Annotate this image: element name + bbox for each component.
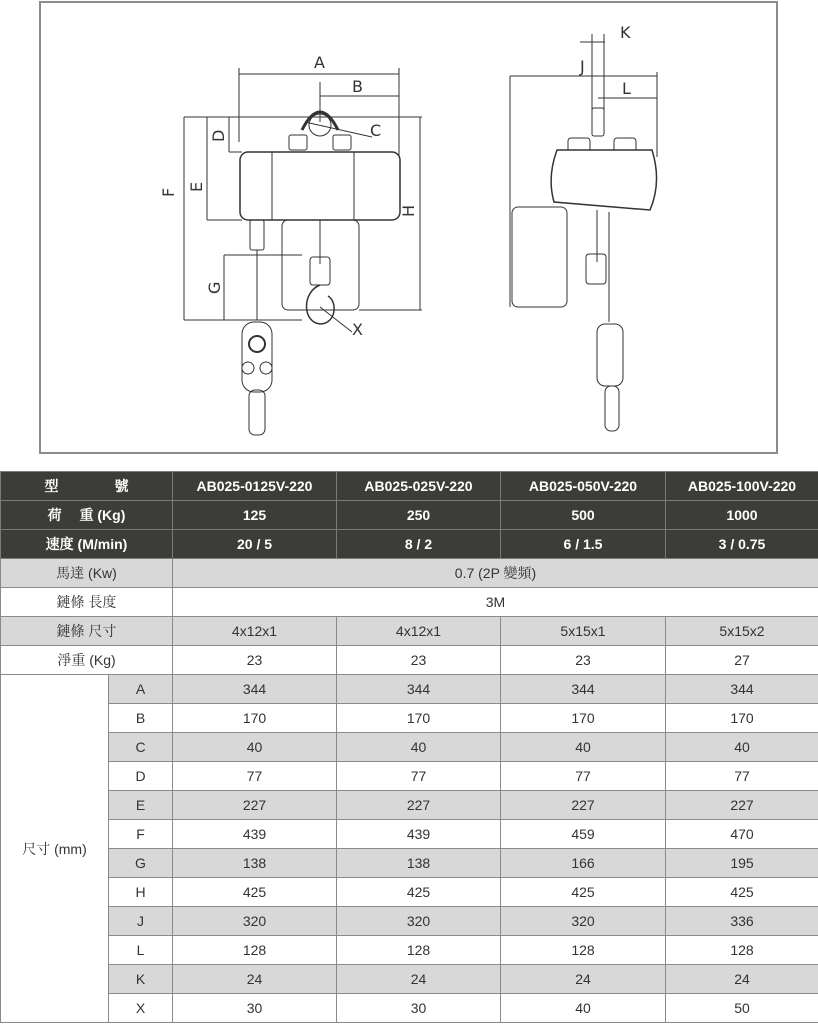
dim-cell: 50 [666,994,818,1023]
speed-cell: 8 / 2 [337,530,501,559]
dim-cell: 344 [666,675,818,704]
chain-length-row [1,588,818,617]
dim-cell: 77 [501,762,666,791]
load-cell: 250 [337,501,501,530]
dim-key: D [109,762,173,791]
svg-text:K: K [620,23,631,42]
load-cell: 1000 [666,501,818,530]
svg-text:H: H [399,204,418,217]
dim-cell: 128 [501,936,666,965]
dim-row-b [1,704,818,733]
dim-cell: 170 [337,704,501,733]
chain-size-cell: 4x12x1 [173,617,337,646]
load-label: 荷 重 (Kg) [1,501,173,530]
dim-cell: 24 [501,965,666,994]
dim-key: G [109,849,173,878]
dim-cell: 40 [666,733,818,762]
dim-cell: 30 [337,994,501,1023]
dim-cell: 320 [173,907,337,936]
svg-text:J: J [580,57,585,76]
dim-cell: 166 [501,849,666,878]
svg-text:F: F [159,187,178,197]
dim-cell: 344 [173,675,337,704]
model-cell: AB025-025V-220 [337,472,501,501]
dim-cell: 40 [501,994,666,1023]
chain-size-cell: 5x15x1 [501,617,666,646]
dim-row-k [1,965,818,994]
dim-key: L [109,936,173,965]
dim-key: B [109,704,173,733]
dim-cell: 128 [666,936,818,965]
speed-cell: 20 / 5 [173,530,337,559]
dim-cell: 320 [337,907,501,936]
dim-key: H [109,878,173,907]
dim-cell: 470 [666,820,818,849]
dim-cell: 439 [173,820,337,849]
model-cell: AB025-100V-220 [666,472,818,501]
dim-key: X [109,994,173,1023]
dim-row-d [1,762,818,791]
dim-cell: 24 [337,965,501,994]
dim-cell: 40 [173,733,337,762]
dim-cell: 128 [337,936,501,965]
specification-table [0,471,818,1023]
load-cell: 500 [501,501,666,530]
dimension-group-label: 尺寸 (mm) [1,675,109,1023]
dim-key: A [109,675,173,704]
dim-cell: 30 [173,994,337,1023]
dim-cell: 227 [173,791,337,820]
dim-cell: 344 [337,675,501,704]
speed-cell: 6 / 1.5 [501,530,666,559]
motor-label: 馬達 (Kw) [1,559,173,588]
dim-row-a [1,675,818,704]
chain-size-cell: 4x12x1 [337,617,501,646]
dim-cell: 40 [337,733,501,762]
chain-size-label: 鏈條 尺寸 [1,617,173,646]
svg-text:G: G [205,281,224,294]
svg-text:C: C [370,121,382,140]
svg-text:X: X [352,320,363,339]
svg-text:A: A [314,53,325,72]
dim-cell: 170 [501,704,666,733]
chain-length-label: 鏈條 長度 [1,588,173,617]
dim-cell: 459 [501,820,666,849]
svg-text:L: L [622,79,631,98]
dim-cell: 336 [666,907,818,936]
dim-key: F [109,820,173,849]
load-cell: 125 [173,501,337,530]
dim-cell: 77 [666,762,818,791]
dim-cell: 77 [337,762,501,791]
dim-key: E [109,791,173,820]
model-cell: AB025-0125V-220 [173,472,337,501]
svg-text:D: D [209,129,228,142]
net-weight-cell: 27 [666,646,818,675]
dim-cell: 170 [666,704,818,733]
net-weight-cell: 23 [173,646,337,675]
dim-key: J [109,907,173,936]
dim-cell: 170 [173,704,337,733]
technical-drawing-frame [39,1,778,454]
dim-cell: 40 [501,733,666,762]
dim-cell: 320 [501,907,666,936]
svg-text:E: E [187,181,206,192]
dim-row-h [1,878,818,907]
dim-cell: 439 [337,820,501,849]
model-label: 型 號 [1,472,173,501]
dim-row-g [1,849,818,878]
side-view [510,23,657,431]
model-row [1,472,818,501]
dim-cell: 195 [666,849,818,878]
speed-label: 速度 (M/min) [1,530,173,559]
chain-length-value: 3M [173,588,818,617]
net-weight-row [1,646,818,675]
dim-row-e [1,791,818,820]
load-row [1,501,818,530]
dim-row-l [1,936,818,965]
dim-cell: 425 [173,878,337,907]
chain-size-row [1,617,818,646]
dim-cell: 77 [173,762,337,791]
chain-size-cell: 5x15x2 [666,617,818,646]
net-weight-cell: 23 [337,646,501,675]
dim-key: C [109,733,173,762]
dim-row-f [1,820,818,849]
dim-cell: 425 [501,878,666,907]
speed-cell: 3 / 0.75 [666,530,818,559]
dim-key: K [109,965,173,994]
dim-cell: 344 [501,675,666,704]
dim-cell: 24 [666,965,818,994]
dim-cell: 138 [337,849,501,878]
model-cell: AB025-050V-220 [501,472,666,501]
dim-cell: 227 [501,791,666,820]
dim-cell: 425 [337,878,501,907]
dim-row-j [1,907,818,936]
dim-cell: 425 [666,878,818,907]
dim-cell: 138 [173,849,337,878]
dim-cell: 128 [173,936,337,965]
svg-text:B: B [352,77,363,96]
speed-row [1,530,818,559]
motor-row [1,559,818,588]
dim-cell: 24 [173,965,337,994]
net-weight-cell: 23 [501,646,666,675]
net-weight-label: 淨重 (Kg) [1,646,173,675]
motor-value: 0.7 (2P 變頻) [173,559,818,588]
dim-row-c [1,733,818,762]
dim-cell: 227 [337,791,501,820]
dim-cell: 227 [666,791,818,820]
hoist-drawing [41,3,780,456]
front-view [159,53,422,435]
dim-row-x [1,994,818,1023]
